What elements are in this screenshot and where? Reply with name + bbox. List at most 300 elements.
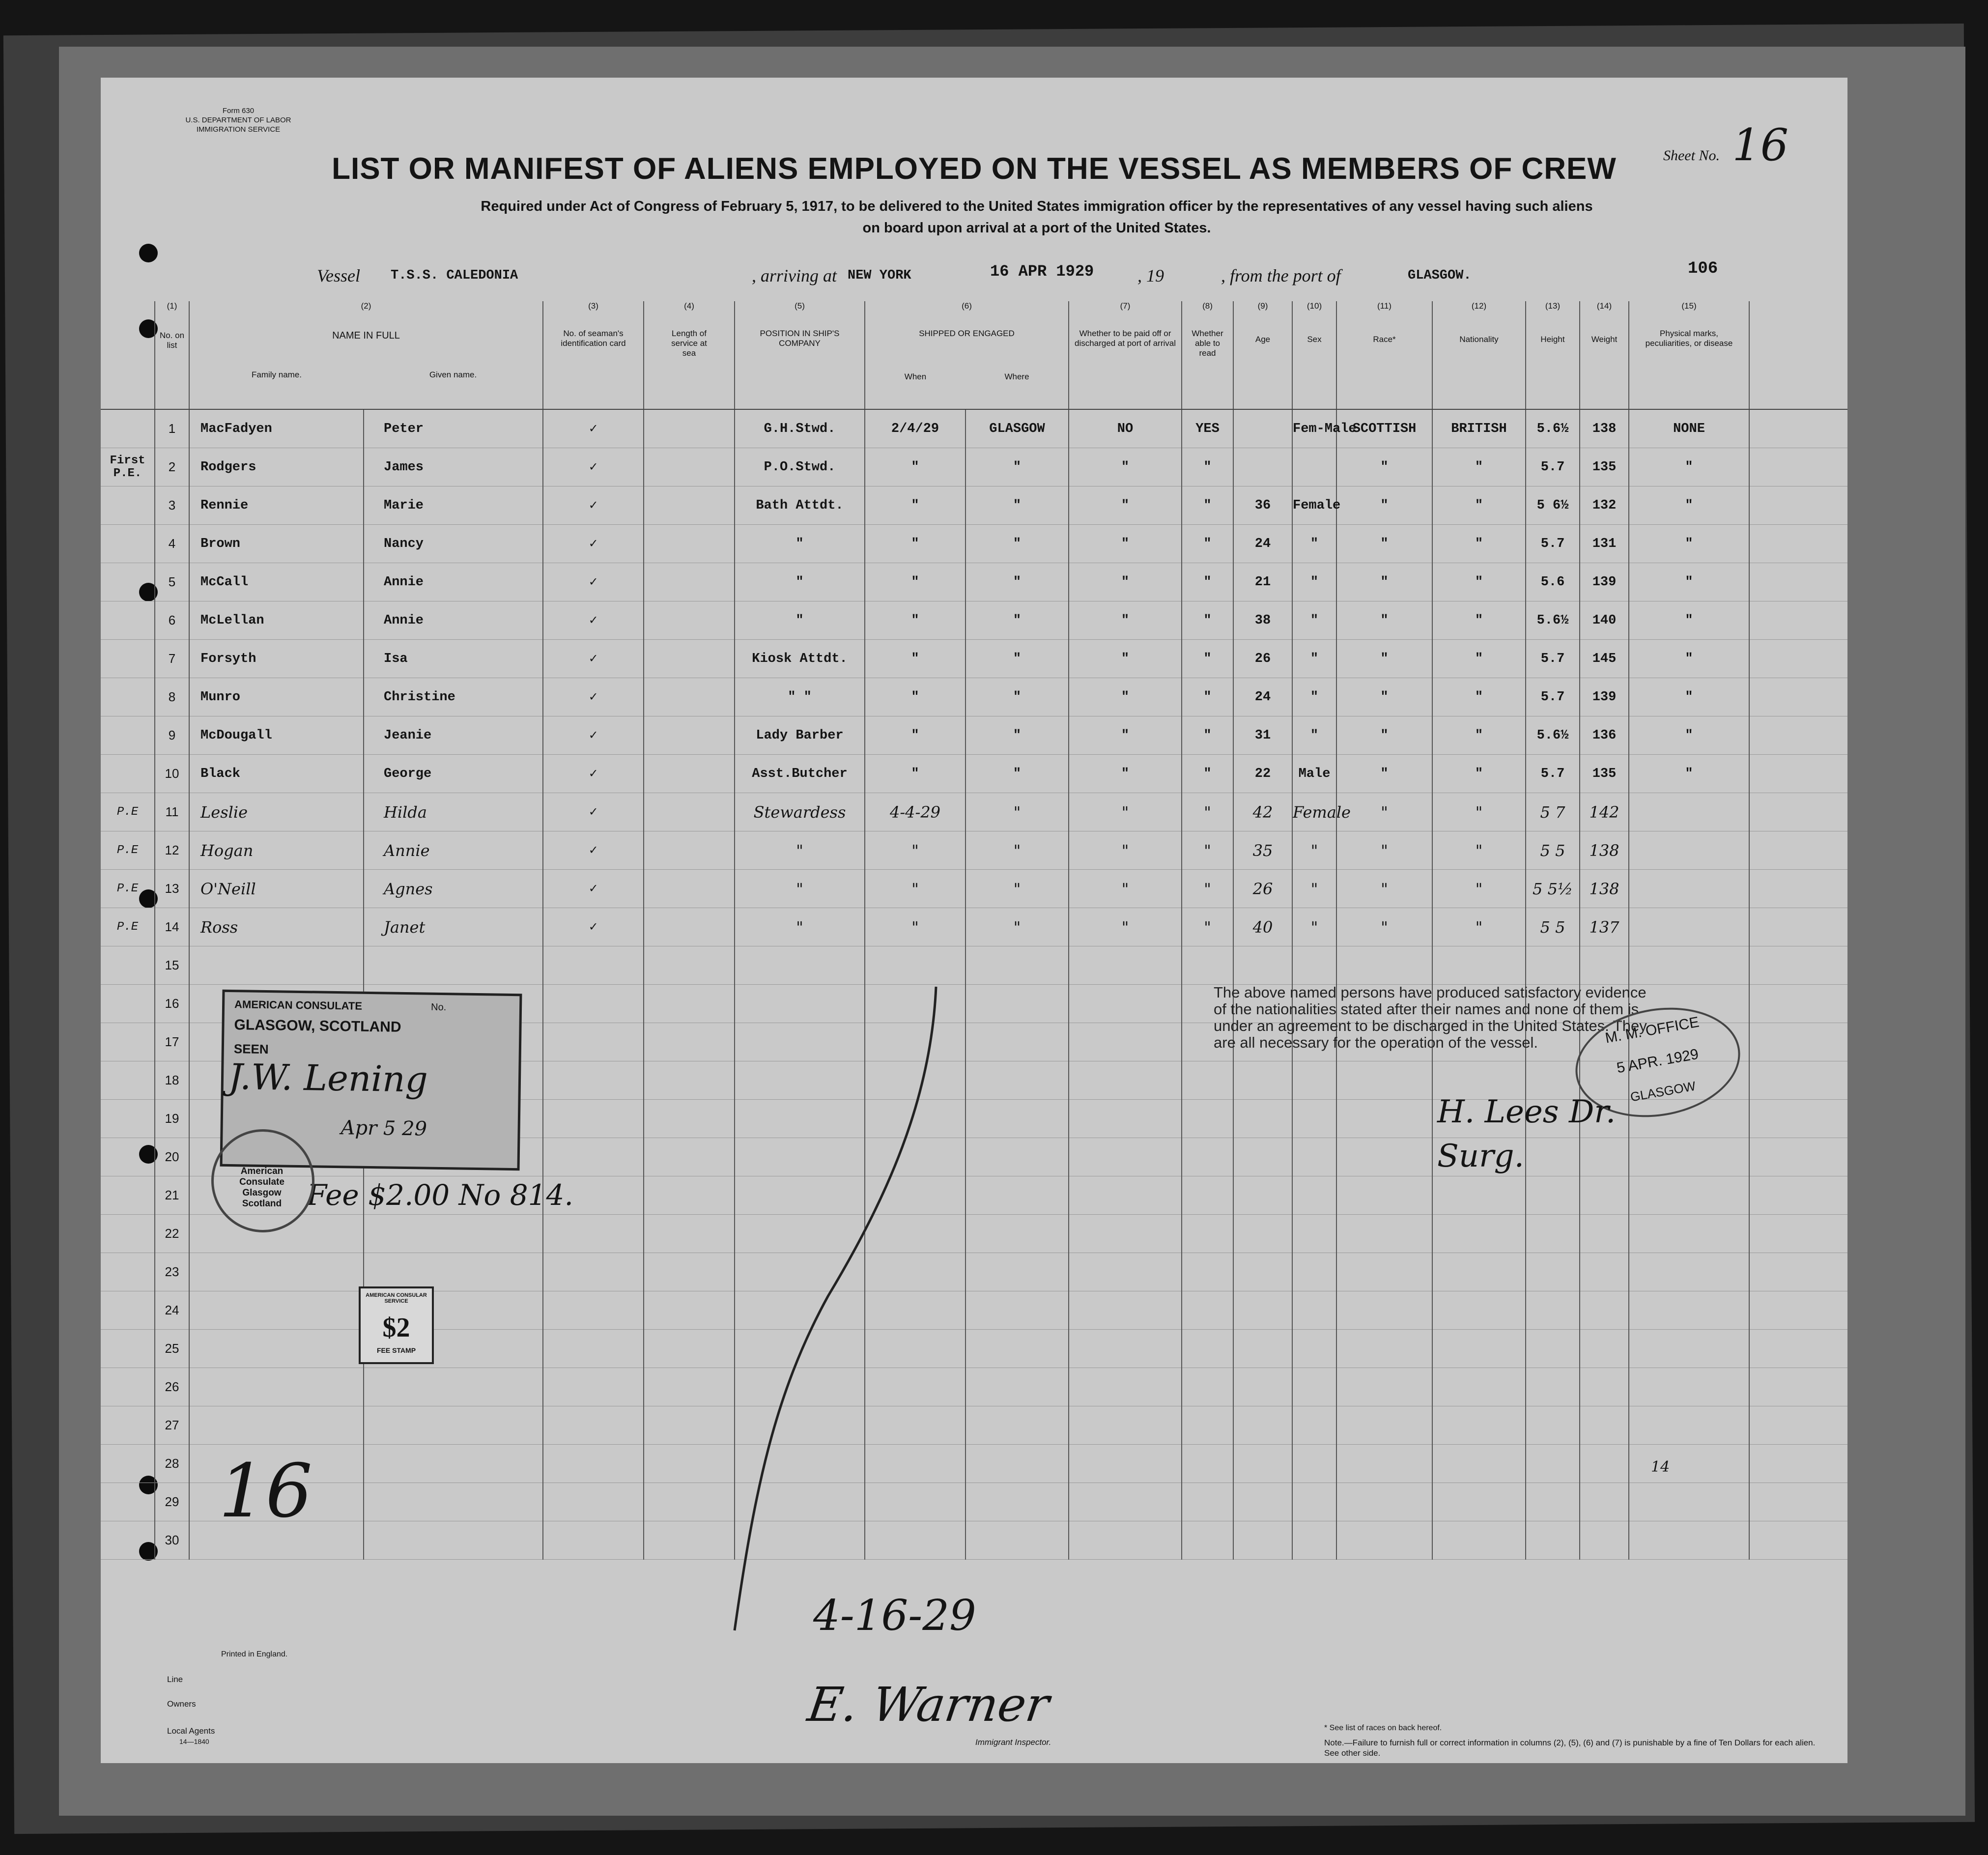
empty-cell: [189, 1406, 364, 1445]
race: ": [1336, 716, 1432, 755]
from-port: GLASGOW.: [1408, 268, 1472, 283]
empty-cell: [1749, 1521, 1847, 1560]
given-name: Christine: [364, 678, 543, 716]
vessel-name: T.S.S. CALEDONIA: [391, 268, 518, 283]
height: 5 5: [1526, 831, 1580, 870]
position: Bath Attdt.: [735, 486, 865, 525]
given-name: Hilda: [364, 793, 543, 831]
empty-cell: [543, 1138, 644, 1176]
empty-cell: [1749, 1445, 1847, 1483]
empty-cell: [101, 1368, 155, 1406]
row-number: 11: [155, 793, 189, 831]
empty-cell: [1336, 1406, 1432, 1445]
row-number: 3: [155, 486, 189, 525]
sex: Female: [1292, 793, 1336, 831]
able-to-read: ": [1182, 870, 1233, 908]
consulate-stamp-seen: SEEN: [233, 1041, 269, 1057]
service-length: [644, 870, 735, 908]
surgeon-signature: H. Lees Dr. Surg.: [1437, 1094, 1616, 1174]
certification-note: The above named persons have produced satisfactory evidence of the nationalities stated after their names and none of them is under an agreement to be discharged in the United States. They are all necessary for the operation of the vessel.: [1214, 984, 1647, 1051]
empty-cell: [1292, 1061, 1336, 1100]
paid-off: ": [1069, 525, 1182, 563]
margin-note: P.E: [101, 793, 155, 831]
empty-cell: [1069, 1445, 1182, 1483]
empty-cell: [1233, 1291, 1292, 1330]
physical-marks: ": [1629, 448, 1749, 486]
paid-off: ": [1069, 640, 1182, 678]
empty-cell: [1749, 1176, 1847, 1215]
empty-cell: [1432, 1445, 1526, 1483]
physical-marks: [1629, 908, 1749, 946]
empty-cell: [1069, 1138, 1182, 1176]
row-number: 7: [155, 640, 189, 678]
empty-cell: [1182, 946, 1233, 985]
shipped-where: GLASGOW: [966, 409, 1069, 448]
empty-cell: [1069, 1253, 1182, 1291]
id-card-check: ✓: [543, 755, 644, 793]
sex: ": [1292, 601, 1336, 640]
empty-cell: [101, 1100, 155, 1138]
given-name: Annie: [364, 601, 543, 640]
empty-cell: [1629, 1176, 1749, 1215]
age: 38: [1233, 601, 1292, 640]
able-to-read: ": [1182, 563, 1233, 601]
empty-cell: [101, 1406, 155, 1445]
nationality: ": [1432, 716, 1526, 755]
empty-cell: [1069, 946, 1182, 985]
service-length: [644, 525, 735, 563]
id-card-check: ✓: [543, 870, 644, 908]
shipped-where: ": [966, 563, 1069, 601]
col-header-read: (8) Whether able to read: [1182, 301, 1233, 409]
family-name: McDougall: [189, 716, 364, 755]
empty-cell: [1292, 1330, 1336, 1368]
empty-cell: [1749, 1215, 1847, 1253]
empty-cell: [543, 985, 644, 1023]
empty-cell: [1629, 1215, 1749, 1253]
shipped-where: ": [966, 755, 1069, 793]
paid-off: ": [1069, 755, 1182, 793]
physical-marks: NONE: [1629, 409, 1749, 448]
height: 5.6½: [1526, 716, 1580, 755]
empty-cell: [1292, 1138, 1336, 1176]
margin-note: First P.E.: [101, 448, 155, 486]
empty-cell: [1526, 1406, 1580, 1445]
empty-cell: [1580, 1483, 1629, 1521]
empty-cell: [1336, 1215, 1432, 1253]
able-to-read: ": [1182, 793, 1233, 831]
col-header-weight: (14) Weight: [1580, 301, 1629, 409]
empty-cell: [1336, 1330, 1432, 1368]
row-number: 15: [155, 946, 189, 985]
race: ": [1336, 640, 1432, 678]
empty-cell: [1233, 1483, 1292, 1521]
empty-cell: [1233, 1215, 1292, 1253]
empty-cell: [543, 1023, 644, 1061]
nationality: ": [1432, 678, 1526, 716]
col-header-when: When: [904, 372, 927, 381]
consul-date: Apr 5 29: [341, 1116, 427, 1141]
empty-cell: [1182, 1330, 1233, 1368]
margin-note: P.E: [101, 908, 155, 946]
sex: [1292, 448, 1336, 486]
service-length: [644, 563, 735, 601]
shipped-when: ": [865, 448, 966, 486]
family-name: Hogan: [189, 831, 364, 870]
empty-cell: [1629, 1445, 1749, 1483]
id-card-check: ✓: [543, 448, 644, 486]
empty-cell: [1336, 1368, 1432, 1406]
col-header-nationality: (12) Nationality: [1432, 301, 1526, 409]
row-number: 8: [155, 678, 189, 716]
row-number: 16: [155, 985, 189, 1023]
family-name: Leslie: [189, 793, 364, 831]
family-name: Black: [189, 755, 364, 793]
age: 42: [1233, 793, 1292, 831]
empty-cell: [543, 1100, 644, 1138]
given-name: Nancy: [364, 525, 543, 563]
able-to-read: ": [1182, 831, 1233, 870]
shipped-where: ": [966, 448, 1069, 486]
weight: 136: [1580, 716, 1629, 755]
page-number: 106: [1688, 259, 1718, 278]
empty-cell: [1580, 1330, 1629, 1368]
empty-cell: [1233, 1330, 1292, 1368]
empty-cell: [1233, 1176, 1292, 1215]
service-length: [644, 908, 735, 946]
empty-cell: [1336, 1176, 1432, 1215]
shipped-where: ": [966, 486, 1069, 525]
given-name: Janet: [364, 908, 543, 946]
races-note: * See list of races on back hereof.: [1324, 1724, 1442, 1732]
height: 5 5½: [1526, 870, 1580, 908]
empty-cell: [189, 1291, 364, 1330]
empty-cell: [101, 1483, 155, 1521]
margin-note: [101, 563, 155, 601]
shipped-when: ": [865, 908, 966, 946]
consulate-seal: [211, 1129, 314, 1232]
position: Kiosk Attdt.: [735, 640, 865, 678]
empty-cell: [1336, 1483, 1432, 1521]
inspector-signature: E. Warner: [804, 1677, 1052, 1732]
given-name: Agnes: [364, 870, 543, 908]
handwritten-small-mark: 14: [1651, 1458, 1670, 1476]
race: ": [1336, 831, 1432, 870]
age: 40: [1233, 908, 1292, 946]
empty-cell: [1580, 1521, 1629, 1560]
mm-office-line2: GLASGOW: [1629, 1078, 1697, 1105]
blank: [1749, 678, 1847, 716]
empty-cell: [1580, 1215, 1629, 1253]
height: 5.7: [1526, 525, 1580, 563]
empty-cell: [1526, 1291, 1580, 1330]
row-number: 4: [155, 525, 189, 563]
service-length: [644, 486, 735, 525]
row-number: 6: [155, 601, 189, 640]
able-to-read: YES: [1182, 409, 1233, 448]
margin-note: [101, 716, 155, 755]
table-row: [101, 908, 1847, 946]
shipped-when: ": [865, 525, 966, 563]
row-number: 29: [155, 1483, 189, 1521]
physical-marks: [1629, 793, 1749, 831]
sex: Male: [1292, 755, 1336, 793]
position: ": [735, 908, 865, 946]
empty-cell: [1336, 1291, 1432, 1330]
empty-cell: [1182, 1253, 1233, 1291]
weight: 139: [1580, 563, 1629, 601]
family-name: Munro: [189, 678, 364, 716]
empty-cell: [364, 1445, 543, 1483]
shipped-when: ": [865, 601, 966, 640]
service-length: [644, 409, 735, 448]
nationality: ": [1432, 448, 1526, 486]
service-length: [644, 678, 735, 716]
empty-cell: [101, 1215, 155, 1253]
position: ": [735, 870, 865, 908]
inspector-label: Immigrant Inspector.: [975, 1738, 1051, 1747]
empty-cell: [189, 1368, 364, 1406]
age: 35: [1233, 831, 1292, 870]
row-number: 30: [155, 1521, 189, 1560]
empty-cell: [1182, 1176, 1233, 1215]
nationality: ": [1432, 755, 1526, 793]
empty-cell: [1182, 1061, 1233, 1100]
empty-cell: [1749, 946, 1847, 985]
empty-cell: [101, 1023, 155, 1061]
empty-cell: [1233, 1445, 1292, 1483]
handwritten-sheet-mark: 16: [219, 1449, 312, 1534]
table-row: [101, 448, 1847, 486]
paid-off: ": [1069, 448, 1182, 486]
race: ": [1336, 448, 1432, 486]
handwritten-date: 4-16-29: [813, 1591, 976, 1640]
empty-cell: [1580, 1176, 1629, 1215]
empty-cell: [1629, 1406, 1749, 1445]
margin-note: [101, 409, 155, 448]
empty-cell: [543, 1253, 644, 1291]
empty-cell: [1432, 1253, 1526, 1291]
service-length: [644, 716, 735, 755]
from-port-label: , from the port of: [1221, 266, 1341, 285]
weight: 139: [1580, 678, 1629, 716]
sex: ": [1292, 716, 1336, 755]
position: ": [735, 601, 865, 640]
empty-cell: [543, 1521, 644, 1560]
age: 26: [1233, 870, 1292, 908]
empty-cell: [1749, 1483, 1847, 1521]
margin-note: P.E: [101, 870, 155, 908]
empty-cell: [364, 946, 543, 985]
row-number: 2: [155, 448, 189, 486]
fee-stamp: [359, 1286, 434, 1364]
paid-off: ": [1069, 563, 1182, 601]
shipped-where: ": [966, 525, 1069, 563]
col-header-family: Family name.: [251, 370, 302, 379]
fee-stamp-bottom: FEE STAMP: [376, 1346, 416, 1354]
empty-cell: [1749, 1061, 1847, 1100]
table-row: [101, 755, 1847, 793]
empty-cell: [1069, 1368, 1182, 1406]
position: Asst.Butcher: [735, 755, 865, 793]
shipped-where: ": [966, 908, 1069, 946]
table-row: [101, 601, 1847, 640]
empty-cell: [101, 1138, 155, 1176]
empty-cell: [101, 1176, 155, 1215]
empty-cell: [189, 1330, 364, 1368]
row-number: 28: [155, 1445, 189, 1483]
shipped-where: ": [966, 716, 1069, 755]
nationality: ": [1432, 908, 1526, 946]
margin-note: [101, 525, 155, 563]
empty-cell: [1069, 1061, 1182, 1100]
empty-cell: [1336, 1445, 1432, 1483]
empty-cell: [1292, 1100, 1336, 1138]
shipped-where: ": [966, 678, 1069, 716]
age: [1233, 409, 1292, 448]
blank: [1749, 601, 1847, 640]
family-name: Rennie: [189, 486, 364, 525]
empty-cell: [189, 946, 364, 985]
empty-cell: [1749, 1138, 1847, 1176]
empty-cell: [101, 1521, 155, 1560]
empty-cell: [1432, 1215, 1526, 1253]
physical-marks: ": [1629, 755, 1749, 793]
given-name: Peter: [364, 409, 543, 448]
arrival-date-stamp: 16 APR 1929: [990, 262, 1094, 281]
age: 21: [1233, 563, 1292, 601]
empty-cell: [101, 946, 155, 985]
empty-cell: [364, 1521, 543, 1560]
empty-cell: [364, 1253, 543, 1291]
margin-note: [101, 640, 155, 678]
col-header-sex: (10) Sex: [1292, 301, 1336, 409]
blank: [1749, 870, 1847, 908]
weight: 135: [1580, 755, 1629, 793]
fee-stamp-amount: $2: [382, 1313, 410, 1343]
empty-cell: [543, 1215, 644, 1253]
empty-cell: [1292, 1176, 1336, 1215]
empty-cell: [101, 985, 155, 1023]
weight: 131: [1580, 525, 1629, 563]
shipped-when: ": [865, 755, 966, 793]
family-name: MacFadyen: [189, 409, 364, 448]
footer-code: 14—1840: [179, 1738, 209, 1745]
department: U.S. DEPARTMENT OF LABOR: [185, 116, 291, 124]
empty-cell: [1292, 1483, 1336, 1521]
subtitle-line-2: on board upon arrival at a port of the United States.: [862, 220, 1211, 236]
empty-cell: [1182, 1483, 1233, 1521]
empty-cell: [101, 1445, 155, 1483]
margin-note: [101, 601, 155, 640]
shipped-where: ": [966, 601, 1069, 640]
row-number: 26: [155, 1368, 189, 1406]
paid-off: ": [1069, 908, 1182, 946]
weight: 145: [1580, 640, 1629, 678]
empty-cell: [1526, 1445, 1580, 1483]
paid-off: ": [1069, 870, 1182, 908]
able-to-read: ": [1182, 601, 1233, 640]
consulate-stamp-city: GLASGOW, SCOTLAND: [234, 1017, 401, 1035]
empty-cell: [1749, 1406, 1847, 1445]
row-number: 23: [155, 1253, 189, 1291]
weight: 140: [1580, 601, 1629, 640]
empty-cell: [1233, 946, 1292, 985]
paid-off: NO: [1069, 409, 1182, 448]
page-title: LIST OR MANIFEST OF ALIENS EMPLOYED ON THE VESSEL AS MEMBERS OF CREW: [332, 152, 1617, 186]
id-card-check: ✓: [543, 601, 644, 640]
manifest-sheet: [101, 78, 1847, 1763]
empty-cell: [1069, 1483, 1182, 1521]
empty-cell: [1526, 1215, 1580, 1253]
height: 5.6½: [1526, 409, 1580, 448]
empty-cell: [1233, 1061, 1292, 1100]
empty-cell: [1432, 1176, 1526, 1215]
weight: 142: [1580, 793, 1629, 831]
sex: ": [1292, 908, 1336, 946]
col-header-age: (9) Age: [1233, 301, 1292, 409]
given-name: Isa: [364, 640, 543, 678]
shipped-where: ": [966, 640, 1069, 678]
able-to-read: ": [1182, 525, 1233, 563]
empty-cell: [1580, 1291, 1629, 1330]
empty-cell: [1432, 1291, 1526, 1330]
nationality: ": [1432, 640, 1526, 678]
empty-cell: [101, 1330, 155, 1368]
margin-note: P.E: [101, 831, 155, 870]
physical-marks: ": [1629, 525, 1749, 563]
empty-cell: [1292, 1368, 1336, 1406]
paid-off: ": [1069, 486, 1182, 525]
given-name: Annie: [364, 831, 543, 870]
col-header-paid-off: (7) Whether to be paid off or discharged at port of arrival: [1069, 301, 1182, 409]
physical-marks: [1629, 831, 1749, 870]
table-row: [101, 525, 1847, 563]
id-card-check: ✓: [543, 793, 644, 831]
table-row: [101, 486, 1847, 525]
age: 24: [1233, 525, 1292, 563]
col-header-race: (11) Race*: [1336, 301, 1432, 409]
family-name: Forsyth: [189, 640, 364, 678]
empty-cell: [1749, 1291, 1847, 1330]
table-row: [101, 793, 1847, 831]
empty-cell: [1749, 985, 1847, 1023]
empty-cell: [1233, 1253, 1292, 1291]
empty-cell: [543, 1406, 644, 1445]
empty-cell: [1580, 1406, 1629, 1445]
empty-cell: [543, 1330, 644, 1368]
sex: ": [1292, 831, 1336, 870]
able-to-read: ": [1182, 486, 1233, 525]
race: ": [1336, 525, 1432, 563]
shipped-when: 2/4/29: [865, 409, 966, 448]
row-number: 14: [155, 908, 189, 946]
paid-off: ": [1069, 831, 1182, 870]
blank: [1749, 831, 1847, 870]
id-card-check: ✓: [543, 678, 644, 716]
sex: ": [1292, 563, 1336, 601]
empty-cell: [1336, 1061, 1432, 1100]
sex: ": [1292, 525, 1336, 563]
empty-cell: [1526, 1253, 1580, 1291]
blank: [1749, 448, 1847, 486]
empty-cell: [1526, 1368, 1580, 1406]
col-header-name: (2) NAME IN FULL Family name. Given name.: [189, 301, 543, 409]
blank: [1749, 486, 1847, 525]
empty-cell: [1336, 1138, 1432, 1176]
empty-cell: [1233, 1521, 1292, 1560]
physical-marks: ": [1629, 678, 1749, 716]
